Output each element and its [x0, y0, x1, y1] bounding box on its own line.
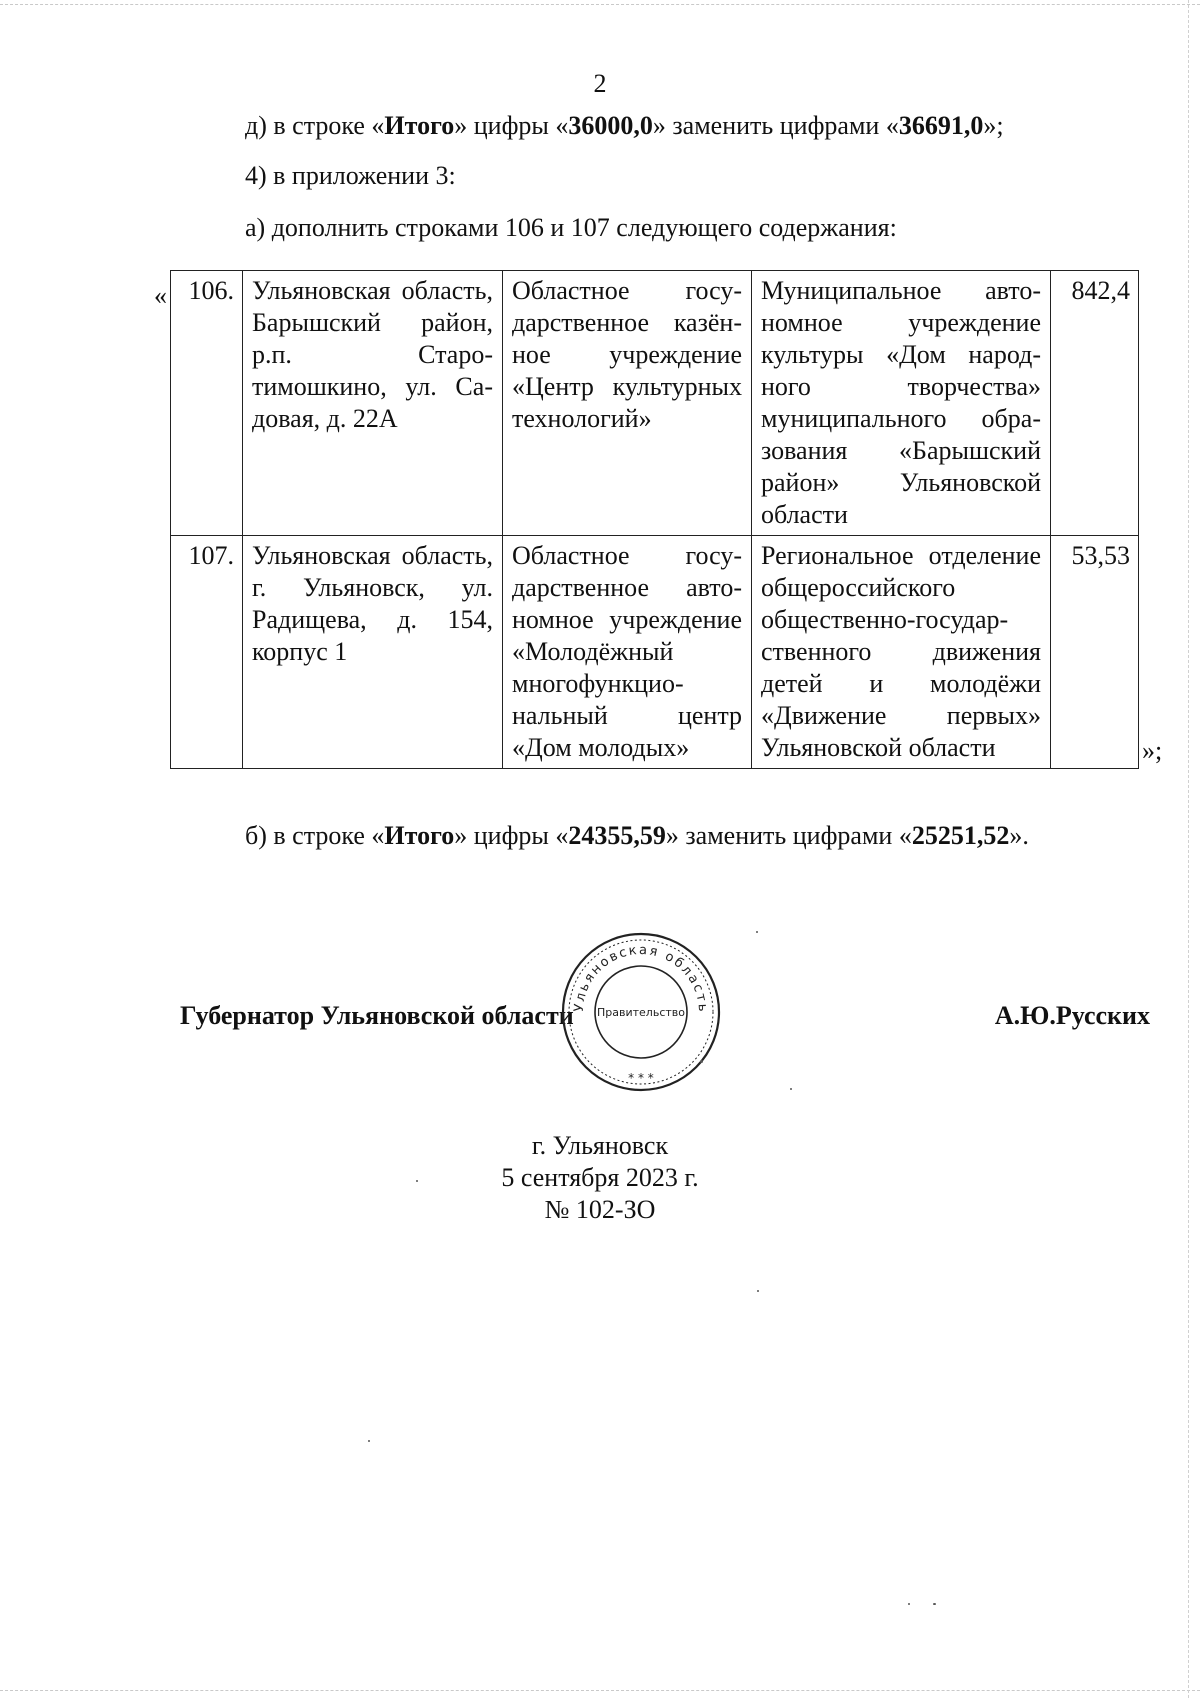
scan-edge-right — [1188, 0, 1189, 1698]
para-d-mid1: » цифры « — [454, 111, 569, 140]
table-row — [171, 271, 1139, 536]
scan-edge-bottom — [0, 1690, 1200, 1691]
official-seal — [559, 930, 723, 1094]
para-b-new-value: 25251,52 — [911, 821, 1010, 850]
para-b-suffix: ». — [1009, 821, 1029, 850]
para-d-total-label: Итого — [384, 111, 455, 140]
row-address: Ульяновская область, г. Ульяновск, ул. Радищева, д. 154, корпус 1 — [243, 536, 503, 769]
row-number: 106. — [171, 271, 243, 536]
para-b-prefix: б) в строке « — [245, 821, 385, 850]
para-b-old-value: 24355,59 — [568, 821, 666, 850]
row-recipient: Региональное отделение общероссийского общественно-государственного движения детей и молодёжи «Движение первых» Ульяновской области — [752, 536, 1051, 769]
seal-outer-text: Ульяновская область — [571, 942, 711, 1014]
seal-bottom-stars: * * * — [628, 1071, 654, 1085]
signatory-title: Губернатор Ульяновской области — [180, 1001, 574, 1030]
scan-speck — [757, 1290, 759, 1292]
seal-center-text: Правительство — [597, 1006, 685, 1019]
row-number: 107. — [171, 536, 243, 769]
para-d-old-value: 36000,0 — [568, 111, 653, 140]
row-holder: Областное государственное казённое учреждение «Центр культурных технологий» — [503, 271, 752, 536]
row-holder: Областное государственное автономное учреждение «Молодёжный многофункциональный центр «Дом молодых» — [503, 536, 752, 769]
scan-speck — [756, 931, 758, 933]
law-number: № 102-ЗО — [544, 1195, 656, 1224]
scan-speck — [368, 1440, 370, 1442]
scan-speck — [933, 1603, 936, 1605]
row-amount: 842,4 — [1051, 271, 1139, 536]
amendment-table — [170, 270, 1139, 769]
table-row — [171, 536, 1139, 769]
scan-speck — [790, 1088, 792, 1090]
paragraph-b — [245, 820, 1029, 852]
para-d-new-value: 36691,0 — [898, 111, 984, 140]
table-close-quote: »; — [1142, 736, 1163, 765]
para-d-prefix: д) в строке « — [245, 111, 385, 140]
table-open-quote: « — [154, 281, 167, 310]
page-number: 2 — [593, 69, 607, 98]
scan-speck — [908, 1603, 910, 1605]
para-b-mid1: » цифры « — [454, 821, 569, 850]
para-b-total-label: Итого — [384, 821, 455, 850]
row-address: Ульяновская область, Барышский район, р.п. Старотимошкино, ул. Садовая, д. 22А — [243, 271, 503, 536]
signatory-name: А.Ю.Русских — [994, 1001, 1150, 1030]
para-b-mid2: » заменить цифрами « — [665, 821, 912, 850]
row-amount: 53,53 — [1051, 536, 1139, 769]
scan-speck — [416, 1180, 418, 1182]
place-of-signing: г. Ульяновск — [531, 1131, 669, 1160]
scan-edge-top — [0, 4, 1200, 5]
scan-speck — [700, 1060, 703, 1063]
para-d-suffix: »; — [983, 111, 1004, 140]
row-recipient: Муниципальное автономное учреждение культуры «Дом народного творчества» муниципального образования «Барышский район» Ульяновской области — [752, 271, 1051, 536]
paragraph-a: а) дополнить строками 106 и 107 следующего содержания: — [245, 213, 897, 242]
para-d-mid2: » заменить цифрами « — [652, 111, 899, 140]
date-of-signing: 5 сентября 2023 г. — [501, 1163, 699, 1192]
paragraph-d — [245, 110, 1004, 142]
paragraph-4: 4) в приложении 3: — [245, 161, 456, 190]
